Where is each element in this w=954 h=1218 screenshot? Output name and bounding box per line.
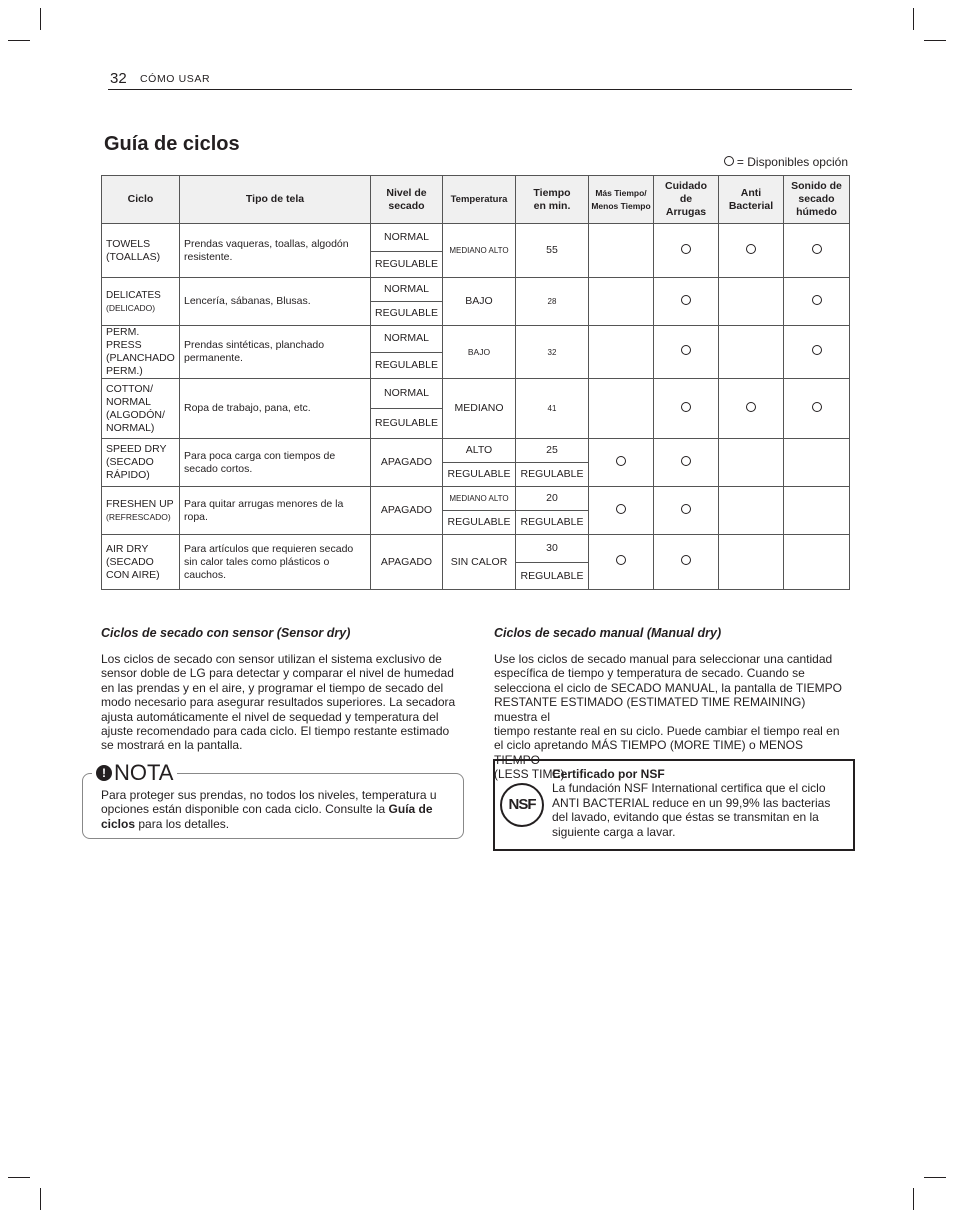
- sensor-dry-text: Los ciclos de secado con sensor utilizan el sistema exclusivo de sensor doble de LG para detectar y comparar el nivel de humedad en las prendas y en el aire, y programar el tiempo de secado del modo necesario para asegurar resultados superiores. La secadora ajusta automáticamente el nivel de sequedad y temperatura del ajuste recomendado para cada ciclo. El tiempo restante estimado se mostrará en la pantalla.: [101, 652, 456, 753]
- level-cell: APAGADO: [371, 487, 443, 535]
- damp-dry-cell: [784, 278, 850, 326]
- level-cell: NORMAL: [371, 379, 443, 409]
- wrinkle-care-cell: [654, 487, 719, 535]
- nsf-certification-box: [493, 759, 855, 851]
- col-damp-dry-signal: Sonido de secado húmedo: [784, 176, 850, 224]
- level-cell: NORMAL: [371, 278, 443, 302]
- more-less-cell: [589, 326, 654, 379]
- crop-mark: [913, 8, 914, 30]
- manual-dry-text: Use los ciclos de secado manual para seleccionar una cantidad específica de tiempo y temperatura de secado. Cuando se selecciona el ciclo de SECADO MANUAL, la pantalla de TIEMPO RESTANTE ESTIMADO (ESTIMATED TIME REMAINING) muestra el tiempo restante real en su ciclo. Puede cambiar el tiempo real en el ciclo apretando MÁS TIEMPO (MORE TIME) o MENOS TIEMPO (LESS TIME).: [494, 652, 842, 782]
- level-cell: APAGADO: [371, 535, 443, 590]
- section-label: CÓMO USAR: [140, 73, 211, 85]
- circle-icon: [724, 156, 734, 166]
- level-cell: NORMAL: [371, 326, 443, 353]
- level-cell: REGULABLE: [371, 302, 443, 326]
- wrinkle-care-cell: [654, 278, 719, 326]
- table-row: [102, 224, 850, 252]
- crop-mark: [913, 1188, 914, 1210]
- col-dry-level: Nivel de secado: [371, 176, 443, 224]
- circle-icon: [812, 244, 822, 254]
- damp-dry-cell: [784, 224, 850, 278]
- wrinkle-care-cell: [654, 439, 719, 487]
- wrinkle-care-cell: [654, 379, 719, 439]
- wrinkle-care-cell: [654, 224, 719, 278]
- temp-cell: BAJO: [443, 278, 516, 326]
- circle-icon: [681, 295, 691, 305]
- anti-bacterial-cell: [719, 487, 784, 535]
- damp-dry-cell: [784, 379, 850, 439]
- table-row: [102, 487, 850, 511]
- table-row: [102, 278, 850, 302]
- fabric-cell: Prendas sintéticas, planchado permanente.: [180, 326, 371, 379]
- damp-dry-cell: [784, 326, 850, 379]
- cycle-cell: SPEED DRY (SECADO RÁPIDO): [102, 439, 180, 487]
- table-row: [102, 535, 850, 563]
- crop-mark: [40, 8, 41, 30]
- col-more-less-time: Más Tiempo/ Menos Tiempo: [589, 176, 654, 224]
- time-cell: 41: [516, 379, 589, 439]
- circle-icon: [746, 244, 756, 254]
- page-number: 32: [110, 70, 127, 87]
- circle-icon: [681, 244, 691, 254]
- cycle-guide-table: [101, 175, 850, 590]
- more-less-cell: [589, 278, 654, 326]
- anti-bacterial-cell: [719, 326, 784, 379]
- table-row: [102, 326, 850, 353]
- running-header: [108, 70, 852, 90]
- fabric-cell: Para quitar arrugas menores de la ropa.: [180, 487, 371, 535]
- crop-mark: [924, 1177, 946, 1178]
- circle-icon: [681, 345, 691, 355]
- table-row: [102, 439, 850, 463]
- col-time: Tiempo en min.: [516, 176, 589, 224]
- note-text: Para proteger sus prendas, no todos los niveles, temperatura u opciones están disponible con cada ciclo. Consulte la Guía de ciclos para los detalles.: [101, 788, 437, 831]
- cycle-cell: FRESHEN UP (REFRESCADO): [102, 487, 180, 535]
- more-less-cell: [589, 487, 654, 535]
- circle-icon: [616, 504, 626, 514]
- circle-icon: [812, 402, 822, 412]
- cycle-cell: COTTON/ NORMAL (ALGODÓN/ NORMAL): [102, 379, 180, 439]
- circle-icon: [681, 504, 691, 514]
- col-cycle: Ciclo: [102, 176, 180, 224]
- more-less-cell: [589, 439, 654, 487]
- temp-cell: BAJO: [443, 326, 516, 379]
- circle-icon: [616, 555, 626, 565]
- col-anti-bacterial: Anti Bacterial: [719, 176, 784, 224]
- manual-dry-heading: Ciclos de secado manual (Manual dry): [494, 626, 722, 640]
- time-cell: 25: [516, 439, 589, 463]
- wrinkle-care-cell: [654, 535, 719, 590]
- damp-dry-cell: [784, 439, 850, 487]
- cycle-cell: AIR DRY (SECADO CON AIRE): [102, 535, 180, 590]
- damp-dry-cell: [784, 487, 850, 535]
- time-cell: 30: [516, 535, 589, 563]
- fabric-cell: Prendas vaqueras, toallas, algodón resistente.: [180, 224, 371, 278]
- note-title: NOTA: [114, 760, 174, 785]
- anti-bacterial-cell: [719, 224, 784, 278]
- anti-bacterial-cell: [719, 439, 784, 487]
- circle-icon: [812, 345, 822, 355]
- page-title: Guía de ciclos: [104, 133, 240, 155]
- fabric-cell: Para poca carga con tiempos de secado cortos.: [180, 439, 371, 487]
- temp-cell: ALTO: [443, 439, 516, 463]
- temp-cell: MEDIANO: [443, 379, 516, 439]
- col-wrinkle-care: Cuidado de Arrugas: [654, 176, 719, 224]
- circle-icon: [616, 456, 626, 466]
- nsf-text: Certificado por NSF La fundación NSF International certifica que el ciclo ANTI BACTERIAL reduce en un 99,9% las bacterias del lavado, evitando que éstas se transmitan en la siguiente carga a lavar.: [552, 767, 831, 839]
- cycle-cell: TOWELS (TOALLAS): [102, 224, 180, 278]
- anti-bacterial-cell: [719, 278, 784, 326]
- table-header-row: [102, 176, 850, 224]
- temp-cell: SIN CALOR: [443, 535, 516, 590]
- damp-dry-cell: [784, 535, 850, 590]
- availability-legend: [724, 155, 848, 169]
- col-temperature: Temperatura: [443, 176, 516, 224]
- circle-icon: [681, 456, 691, 466]
- temp-cell: MEDIANO ALTO: [443, 224, 516, 278]
- availability-label: = Disponibles opción: [736, 155, 848, 169]
- fabric-cell: Lencería, sábanas, Blusas.: [180, 278, 371, 326]
- more-less-cell: [589, 535, 654, 590]
- time-cell: 32: [516, 326, 589, 379]
- note-heading: [92, 762, 177, 784]
- level-cell: REGULABLE: [371, 252, 443, 278]
- fabric-cell: Ropa de trabajo, pana, etc.: [180, 379, 371, 439]
- crop-mark: [8, 1177, 30, 1178]
- level-cell: REGULABLE: [371, 352, 443, 379]
- circle-icon: [746, 402, 756, 412]
- cycle-cell: PERM. PRESS (PLANCHADO PERM.): [102, 326, 180, 379]
- time-cell: REGULABLE: [516, 463, 589, 487]
- col-fabric: Tipo de tela: [180, 176, 371, 224]
- more-less-cell: [589, 379, 654, 439]
- time-cell: 55: [516, 224, 589, 278]
- temp-cell: REGULABLE: [443, 463, 516, 487]
- anti-bacterial-cell: [719, 535, 784, 590]
- fabric-cell: Para artículos que requieren secado sin calor tales como plásticos o cauchos.: [180, 535, 371, 590]
- time-cell: 20: [516, 487, 589, 511]
- warning-icon: !: [96, 765, 112, 781]
- time-cell: 28: [516, 278, 589, 326]
- crop-mark: [40, 1188, 41, 1210]
- crop-mark: [8, 40, 30, 41]
- anti-bacterial-cell: [719, 379, 784, 439]
- table-row: [102, 379, 850, 409]
- circle-icon: [681, 555, 691, 565]
- circle-icon: [812, 295, 822, 305]
- nsf-logo: NSF: [500, 783, 544, 827]
- temp-cell: REGULABLE: [443, 511, 516, 535]
- crop-mark: [924, 40, 946, 41]
- sensor-dry-heading: Ciclos de secado con sensor (Sensor dry): [101, 626, 351, 640]
- circle-icon: [681, 402, 691, 412]
- wrinkle-care-cell: [654, 326, 719, 379]
- temp-cell: MEDIANO ALTO: [443, 487, 516, 511]
- cycle-cell: DELICATES (DELICADO): [102, 278, 180, 326]
- level-cell: REGULABLE: [371, 409, 443, 439]
- time-cell: REGULABLE: [516, 511, 589, 535]
- level-cell: NORMAL: [371, 224, 443, 252]
- more-less-cell: [589, 224, 654, 278]
- level-cell: APAGADO: [371, 439, 443, 487]
- time-cell: REGULABLE: [516, 563, 589, 590]
